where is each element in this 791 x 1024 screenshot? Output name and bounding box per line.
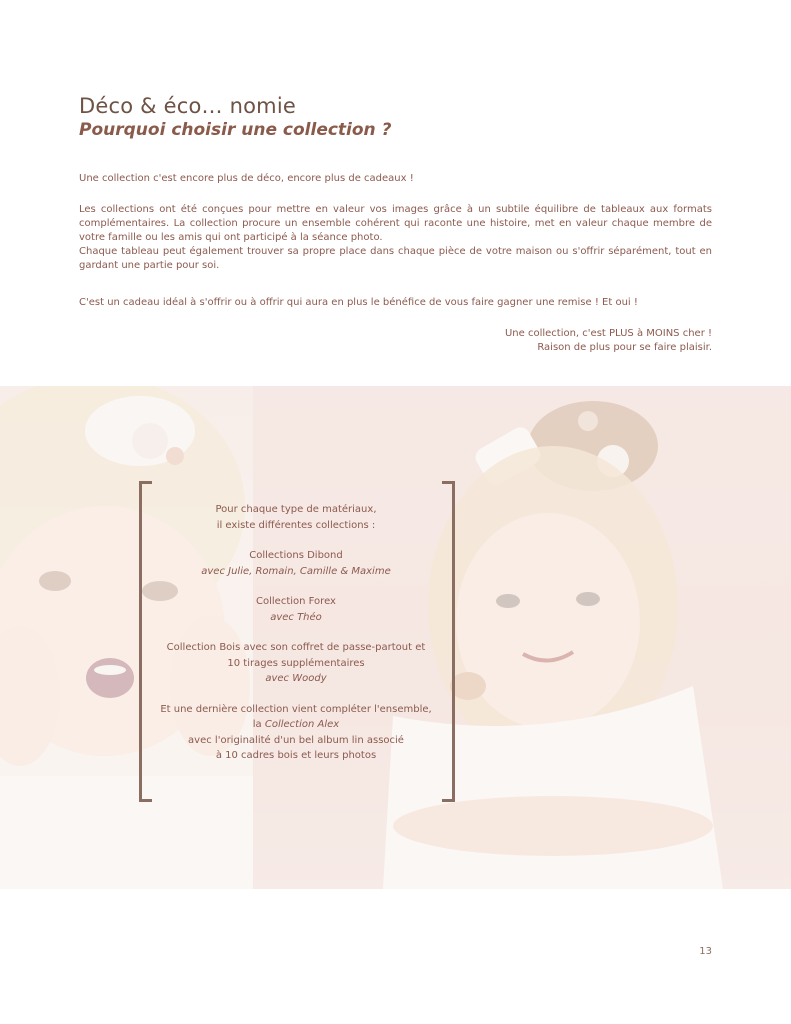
signoff-line-2: Raison de plus pour se faire plaisir. — [537, 342, 712, 353]
signoff-line-1: Une collection, c'est PLUS à MOINS cher ! — [504, 328, 712, 339]
bois-title-2: 10 tirages supplémentaires — [227, 657, 365, 669]
alex-collection-name: Collection Alex — [264, 719, 340, 730]
alex-line-1: Et une dernière collection vient compléter l'ensemble, — [160, 703, 432, 715]
collections-box — [150, 502, 442, 764]
spacer — [150, 687, 442, 702]
main-paragraph-part-1: Les collections ont été conçues pour mettre en valeur vos images grâce à un subtile équilibre de tableaux aux formats complémentaires. La collection procure un ensemble cohérent qui raconte une histoire, met en valeur chaque membre de votre famille ou les amis qui ont participé à la séance photo. — [79, 204, 712, 243]
alex-line-4: à 10 cadres bois et leurs photos — [215, 750, 377, 761]
main-paragraph — [79, 203, 712, 273]
page-title: Déco & éco… nomie — [79, 94, 296, 119]
forex-title: Collection Forex — [256, 596, 336, 607]
alex-prefix: la — [252, 719, 265, 730]
alex-line-2 — [150, 717, 442, 733]
signoff-text — [505, 327, 712, 355]
dibond-with: avec Julie, Romain, Camille & Maxime — [201, 565, 391, 577]
forex-with: avec Théo — [270, 611, 322, 623]
page-subtitle: Pourquoi choisir une collection ? — [79, 120, 392, 140]
alex-line-3: avec l'originalité d'un bel album lin associé — [188, 734, 404, 746]
bois-with: avec Woody — [265, 673, 327, 684]
main-paragraph-part-2: Chaque tableau peut également trouver sa propre place dans chaque pièce de votre maison ou s'offrir séparément, tout en gardant une partie pour soi. — [79, 246, 712, 271]
bois-title-1: Collection Bois avec son coffret de passe-partout et — [166, 642, 426, 653]
intro-paragraph: Une collection c'est encore plus de déco, encore plus de cadeaux ! — [79, 173, 414, 184]
page-number: 13 — [699, 946, 712, 957]
spacer — [150, 579, 442, 594]
collections-intro-1: Pour chaque type de matériaux, — [215, 504, 377, 515]
bracket-right — [442, 481, 455, 802]
gift-paragraph: C'est un cadeau idéal à s'offrir ou à offrir qui aura en plus le bénéfice de vous faire gagner une remise ! Et oui ! — [79, 297, 638, 308]
spacer — [150, 533, 442, 548]
spacer — [150, 625, 442, 640]
collections-intro-2: il existe différentes collections : — [216, 519, 376, 531]
dibond-title: Collections Dibond — [249, 550, 343, 561]
